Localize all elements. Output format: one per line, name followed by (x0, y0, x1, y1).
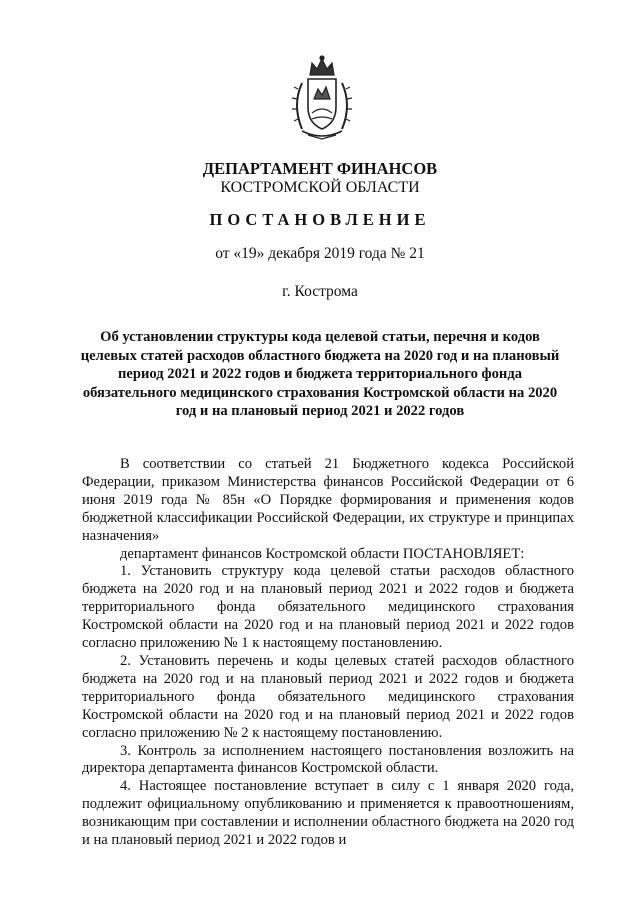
document-body (82, 456, 574, 850)
document-city: г. Кострома (282, 283, 358, 300)
item-4-paragraph: 4. Настоящее постановление вступает в силу с 1 января 2020 года, подлежит официальному опубликованию и применяется к правоотношениям, возникающим при составлении и исполнении областного бюджета на 2020 год и на плановый период 2021 и 2022 годов и (82, 778, 574, 849)
document-date: от «19» декабря 2019 года № 21 (215, 245, 425, 262)
item-1-paragraph: 1. Установить структуру кода целевой статьи расходов областного бюджета на 2020 год и на плановый период 2021 и 2022 годов и бюджета территориального фонда обязательного медицинского страхования Костромской области на 2020 год и на плановый период 2021 и 2022 годов согласно приложению № 1 к настоящему постановлению. (82, 563, 574, 652)
department-title: ДЕПАРТАМЕНТ ФИНАНСОВ (202, 159, 438, 178)
document-subject: Об установлении структуры кода целевой статьи, перечня и кодов целевых статей расходов областного бюджета на 2020 год и на плановый период 2021 и 2022 годов и бюджета территориального фонда обязательного медицинского страхования Костромской области на 2020 год и на плановый период 2021 и 2022 годов (80, 329, 560, 420)
department-region: КОСТРОМСКОЙ ОБЛАСТИ (220, 179, 420, 196)
document-type: ПОСТАНОВЛЕНИЕ (209, 210, 431, 229)
item-3-paragraph: 3. Контроль за исполнением настоящего постановления возложить на директора департамента финансов Костромской области. (82, 742, 574, 777)
decree-line: департамент финансов Костромской области ПОСТАНОВЛЯЕТ: (120, 545, 525, 562)
item-2-paragraph: 2. Установить перечень и коды целевых статей расходов областного бюджета на 2020 год и на плановый период 2021 и 2022 годов и бюджета территориального фонда обязательного медицинского страхования Костромской области на 2020 год и на плановый период 2021 и 2022 годов согласно приложению № 2 к настоящему постановлению. (82, 652, 574, 741)
preamble-paragraph: В соответствии со статьей 21 Бюджетного кодекса Российской Федерации, приказом Министерства финансов Российской Федерации от 6 июня 2019 года № 85н «О Порядке формирования и применения кодов бюджетной классификации Российской Федерации, их структуре и принципах назначения» (82, 456, 574, 544)
coat-of-arms-icon (288, 55, 356, 143)
